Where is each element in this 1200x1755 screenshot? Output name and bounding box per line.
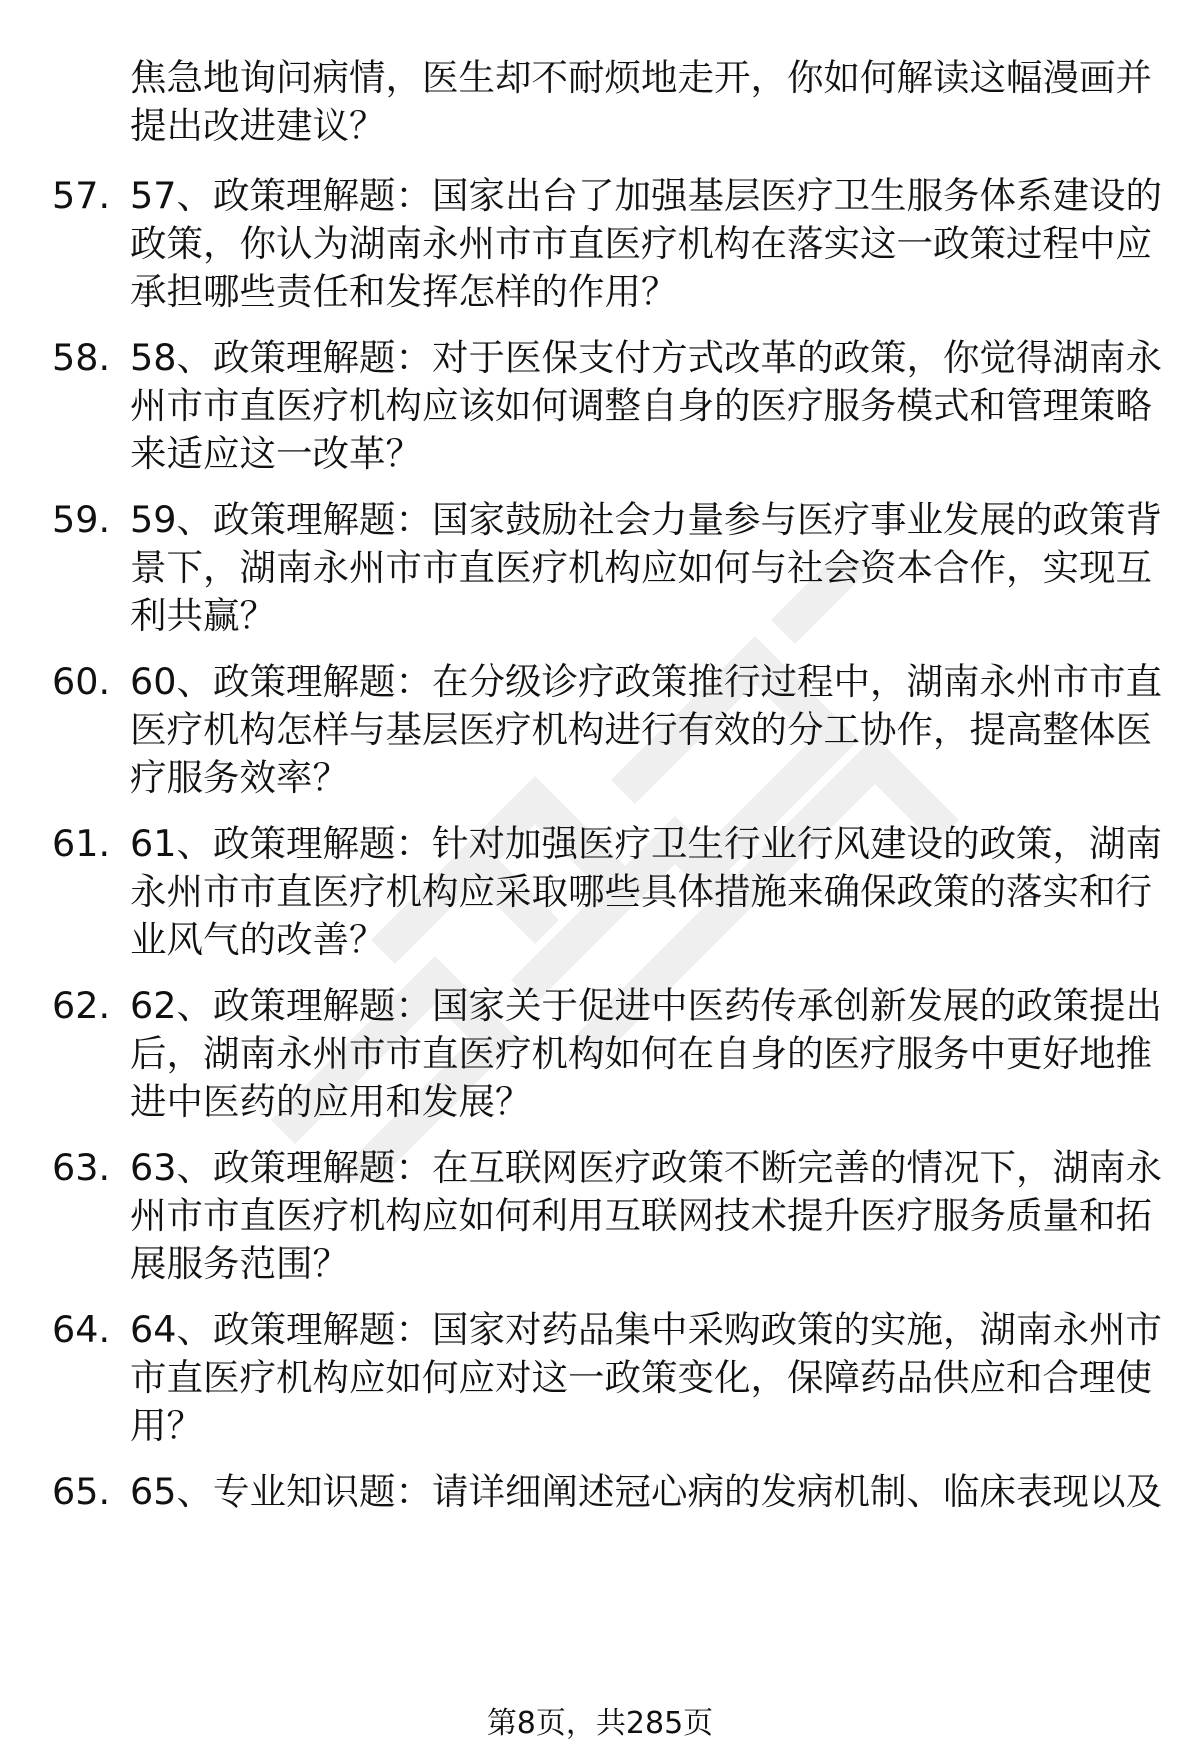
- question-number: 63.: [52, 1146, 111, 1189]
- question-number: 61.: [52, 822, 111, 865]
- question-number: 64.: [52, 1308, 111, 1351]
- question-line: 医疗机构怎样与基层医疗机构进行有效的分工协作，提高整体医: [130, 708, 1152, 751]
- question-line: 来适应这一改革？: [130, 432, 422, 475]
- question-line: 利共赢？: [130, 594, 276, 637]
- question-line: 进中医药的应用和发展？: [130, 1080, 532, 1123]
- question-number: 62.: [52, 984, 111, 1027]
- question-line: 州市市直医疗机构应如何利用互联网技术提升医疗服务质量和拓: [130, 1194, 1152, 1237]
- question-number: 58.: [52, 336, 111, 379]
- question-number: 57.: [52, 174, 111, 217]
- question-line: 57、政策理解题：国家出台了加强基层医疗卫生服务体系建设的: [130, 174, 1162, 217]
- question-line: 政策，你认为湖南永州市市直医疗机构在落实这一政策过程中应: [130, 222, 1152, 265]
- question-number: 60.: [52, 660, 111, 703]
- question-line: 疗服务效率？: [130, 756, 349, 799]
- question-line: 62、政策理解题：国家关于促进中医药传承创新发展的政策提出: [130, 984, 1162, 1027]
- question-number: 59.: [52, 498, 111, 541]
- question-line: 61、政策理解题：针对加强医疗卫生行业行风建设的政策，湖南: [130, 822, 1162, 865]
- question-line: 60、政策理解题：在分级诊疗政策推行过程中，湖南永州市市直: [130, 660, 1162, 703]
- question-line: 永州市市直医疗机构应采取哪些具体措施来确保政策的落实和行: [130, 870, 1152, 913]
- page-footer: 第8页，共285页: [486, 1706, 714, 1741]
- question-line: 58、政策理解题：对于医保支付方式改革的政策，你觉得湖南永: [130, 336, 1162, 379]
- question-line: 市直医疗机构应如何应对这一政策变化，保障药品供应和合理使: [130, 1356, 1152, 1399]
- question-line: 64、政策理解题：国家对药品集中采购政策的实施，湖南永州市: [130, 1308, 1162, 1351]
- question-line: 业风气的改善？: [130, 918, 386, 961]
- question-line: 63、政策理解题：在互联网医疗政策不断完善的情况下，湖南永: [130, 1146, 1162, 1189]
- question-line: 景下，湖南永州市市直医疗机构应如何与社会资本合作，实现互: [130, 546, 1152, 589]
- question-line: 59、政策理解题：国家鼓励社会力量参与医疗事业发展的政策背: [130, 498, 1162, 541]
- question-line: 65、专业知识题：请详细阐述冠心病的发病机制、临床表现以及: [130, 1470, 1162, 1513]
- question-line: 后，湖南永州市市直医疗机构如何在自身的医疗服务中更好地推: [130, 1032, 1152, 1075]
- question-line: 用？: [130, 1404, 203, 1447]
- continuation-line: 焦急地询问病情，医生却不耐烦地走开，你如何解读这幅漫画并: [130, 56, 1152, 99]
- question-line: 州市市直医疗机构应该如何调整自身的医疗服务模式和管理策略: [130, 384, 1152, 427]
- question-line: 展服务范围？: [130, 1242, 349, 1285]
- question-number: 65.: [52, 1470, 111, 1513]
- continuation-line: 提出改进建议？: [130, 104, 386, 147]
- question-line: 承担哪些责任和发挥怎样的作用？: [130, 270, 678, 313]
